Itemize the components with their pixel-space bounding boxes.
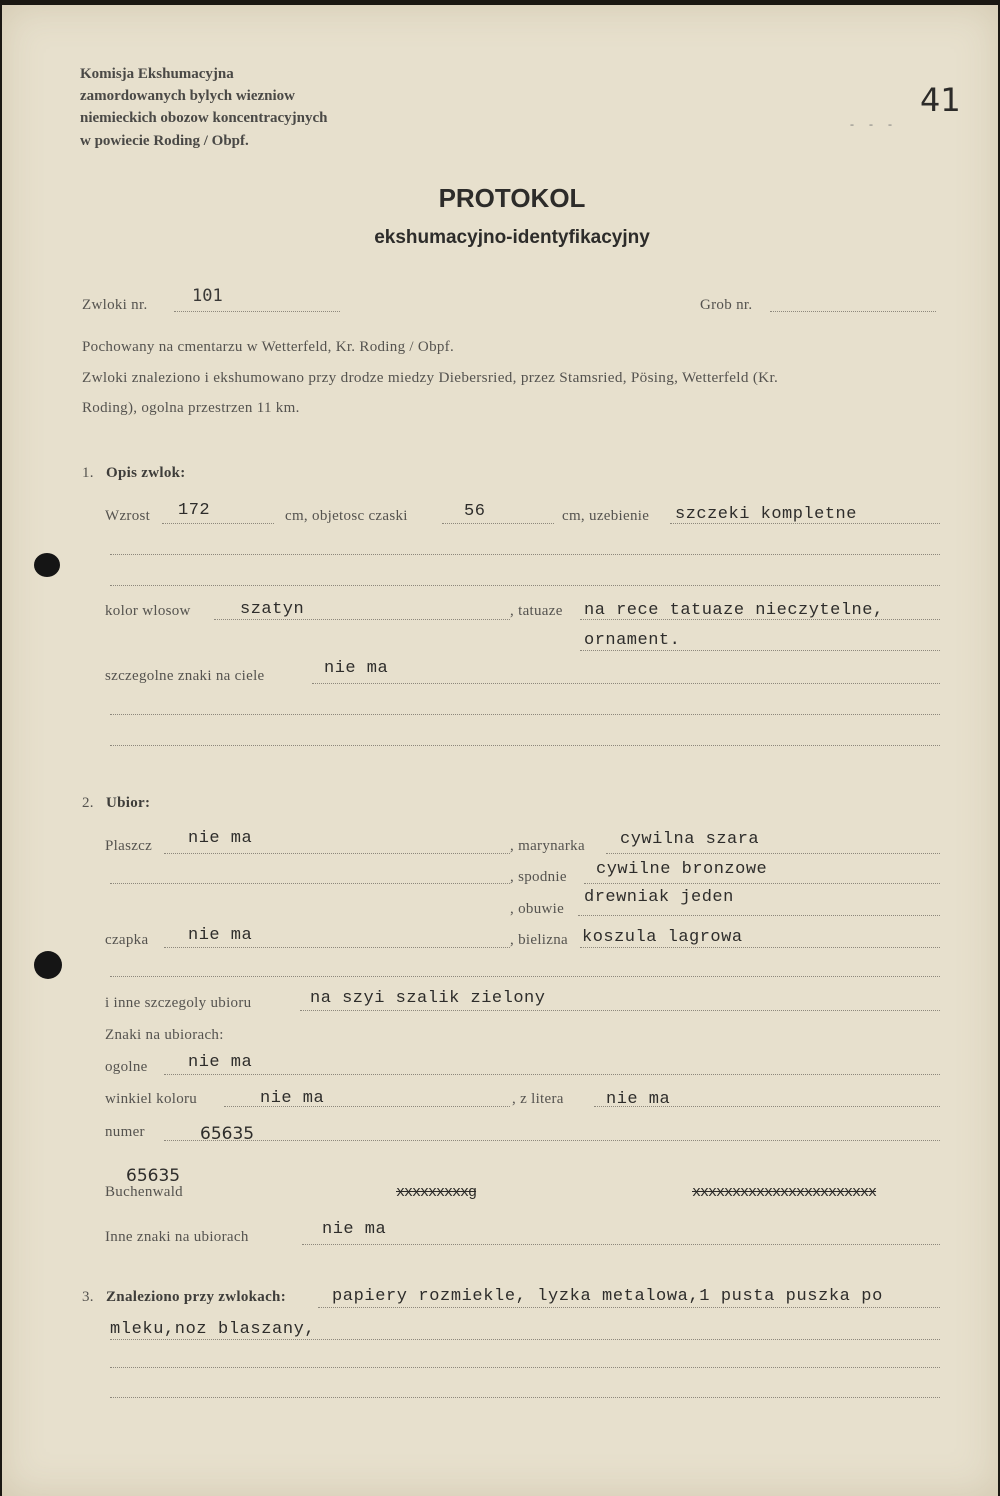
number-value: 65635 (200, 1124, 255, 1144)
struck-out-text-2: xxxxxxxxxxxxxxxxxxxxxxx (692, 1184, 877, 1201)
tattoo-label: , tatuaze (510, 603, 563, 619)
other-clothing-marks-label: Inne znaki na ubiorach (105, 1229, 249, 1245)
section1-number: 1. (82, 465, 94, 481)
other-details-dotted-line (300, 1010, 940, 1011)
punch-hole-mark (34, 951, 62, 979)
underwear-label: , bielizna (510, 932, 568, 948)
trousers-label: , spodnie (510, 869, 567, 885)
shoes-dotted-line (578, 915, 940, 916)
grave-number-dotted-line (770, 311, 936, 312)
page-number: 41 (920, 81, 961, 119)
blank-dotted-line (110, 1397, 940, 1398)
triangle-color-value: nie ma (260, 1089, 325, 1108)
blank-dotted-line (110, 745, 940, 746)
other-details-label: i inne szczegoly ubioru (105, 995, 252, 1011)
found-location-text-line1: Zwloki znaleziono i ekshumowano przy drodze miedzy Diebersried, przez Stamsried, Pösing, Wetterfeld (Kr. (82, 369, 779, 386)
section2-heading: Ubior: (106, 795, 151, 811)
general-marks-value: nie ma (188, 1053, 253, 1072)
commission-name-line2: zamordowanych bylych wiezniow (80, 88, 295, 104)
jacket-value: cywilna szara (620, 830, 760, 849)
other-details-value: na szyi szalik zielony (310, 989, 546, 1008)
height-value: 172 (178, 501, 211, 520)
tattoo-value-line2: ornament. (584, 631, 681, 650)
height-label: Wzrost (105, 508, 151, 524)
general-marks-dotted-line (164, 1074, 940, 1075)
hair-color-value: szatyn (240, 600, 305, 619)
height-dotted-line (162, 523, 274, 524)
underwear-dotted-line (580, 947, 940, 948)
blank-dotted-line (110, 554, 940, 555)
found-items-dotted-line-2 (110, 1339, 940, 1340)
dash-marks: - - - (850, 117, 898, 131)
clothing-marks-heading: Znaki na ubiorach: (105, 1027, 224, 1043)
commission-name-line3: niemieckich obozow koncentracyjnych (80, 110, 328, 126)
blank-dotted-line (110, 714, 940, 715)
hair-color-label: kolor wlosow (105, 603, 191, 619)
blank-dotted-line (110, 1367, 940, 1368)
body-marks-label: szczegolne znaki na ciele (105, 668, 265, 684)
cap-label: czapka (105, 932, 149, 948)
body-number-dotted-line (174, 311, 340, 312)
blank-dotted-line (110, 976, 940, 977)
found-items-value-line2: mleku,noz blaszany, (110, 1320, 316, 1339)
trousers-value: cywilne bronzowe (596, 860, 768, 879)
jacket-dotted-line (606, 853, 940, 854)
body-marks-value: nie ma (324, 659, 389, 678)
teeth-value: szczeki kompletne (675, 505, 857, 524)
coat-dotted-line (164, 853, 510, 854)
body-marks-dotted-line (312, 683, 940, 684)
cap-dotted-line (164, 947, 510, 948)
found-location-text-line2: Roding), ogolna przestrzen 11 km. (82, 400, 300, 416)
shoes-label: , obuwie (510, 901, 565, 917)
commission-name-line4: w powiecie Roding / Obpf. (80, 133, 249, 149)
skull-dotted-line (442, 523, 554, 524)
general-marks-label: ogolne (105, 1059, 148, 1075)
number-dotted-line (164, 1140, 940, 1141)
commission-name-line1: Komisja Ekshumacyjna (80, 66, 234, 82)
document-subtitle: ekshumacyjno-identyfikacyjny (374, 227, 650, 248)
found-items-dotted-line (318, 1307, 940, 1308)
letter-value: nie ma (606, 1090, 671, 1109)
tattoo-dotted-line-2 (580, 650, 940, 651)
hair-color-dotted-line (214, 619, 510, 620)
letter-label: , z litera (512, 1091, 564, 1107)
tattoo-value-line1: na rece tatuaze nieczytelne, (584, 601, 884, 620)
number-label: numer (105, 1124, 145, 1140)
triangle-color-label: winkiel koloru (105, 1091, 198, 1107)
blank-dotted-line (110, 883, 510, 884)
camp-number: 65635 (126, 1166, 181, 1186)
struck-out-text-1: xxxxxxxxxg (396, 1184, 477, 1201)
coat-value: nie ma (188, 829, 253, 848)
other-clothing-marks-value: nie ma (322, 1220, 387, 1239)
skull-value: 56 (464, 502, 486, 521)
grave-number-label: Grob nr. (700, 297, 753, 313)
body-number-value: 101 (192, 286, 223, 306)
camp-name: Buchenwald (105, 1184, 183, 1200)
height-unit-label: cm, objetosc czaski (285, 508, 408, 524)
jacket-label: , marynarka (510, 838, 585, 854)
punch-hole-mark (34, 553, 60, 577)
body-number-label: Zwloki nr. (82, 297, 148, 313)
section2-number: 2. (82, 795, 94, 811)
cap-value: nie ma (188, 926, 253, 945)
other-clothing-marks-dotted-line (302, 1244, 940, 1245)
coat-label: Plaszcz (105, 838, 153, 854)
section3-number: 3. (82, 1289, 94, 1305)
shoes-value: drewniak jeden (584, 888, 734, 907)
section3-heading: Znaleziono przy zwlokach: (106, 1289, 286, 1305)
underwear-value: koszula lagrowa (582, 928, 743, 947)
document-title: PROTOKOL (438, 183, 586, 213)
section1-heading: Opis zwlok: (106, 465, 186, 481)
protocol-page (2, 5, 998, 1496)
found-items-value-line1: papiery rozmiekle, lyzka metalowa,1 pusta puszka po (332, 1287, 883, 1306)
skull-unit-label: cm, uzebienie (562, 508, 650, 524)
burial-place-text: Pochowany na cmentarzu w Wetterfeld, Kr. Roding / Obpf. (82, 339, 455, 355)
blank-dotted-line (110, 585, 940, 586)
trousers-dotted-line (584, 883, 940, 884)
